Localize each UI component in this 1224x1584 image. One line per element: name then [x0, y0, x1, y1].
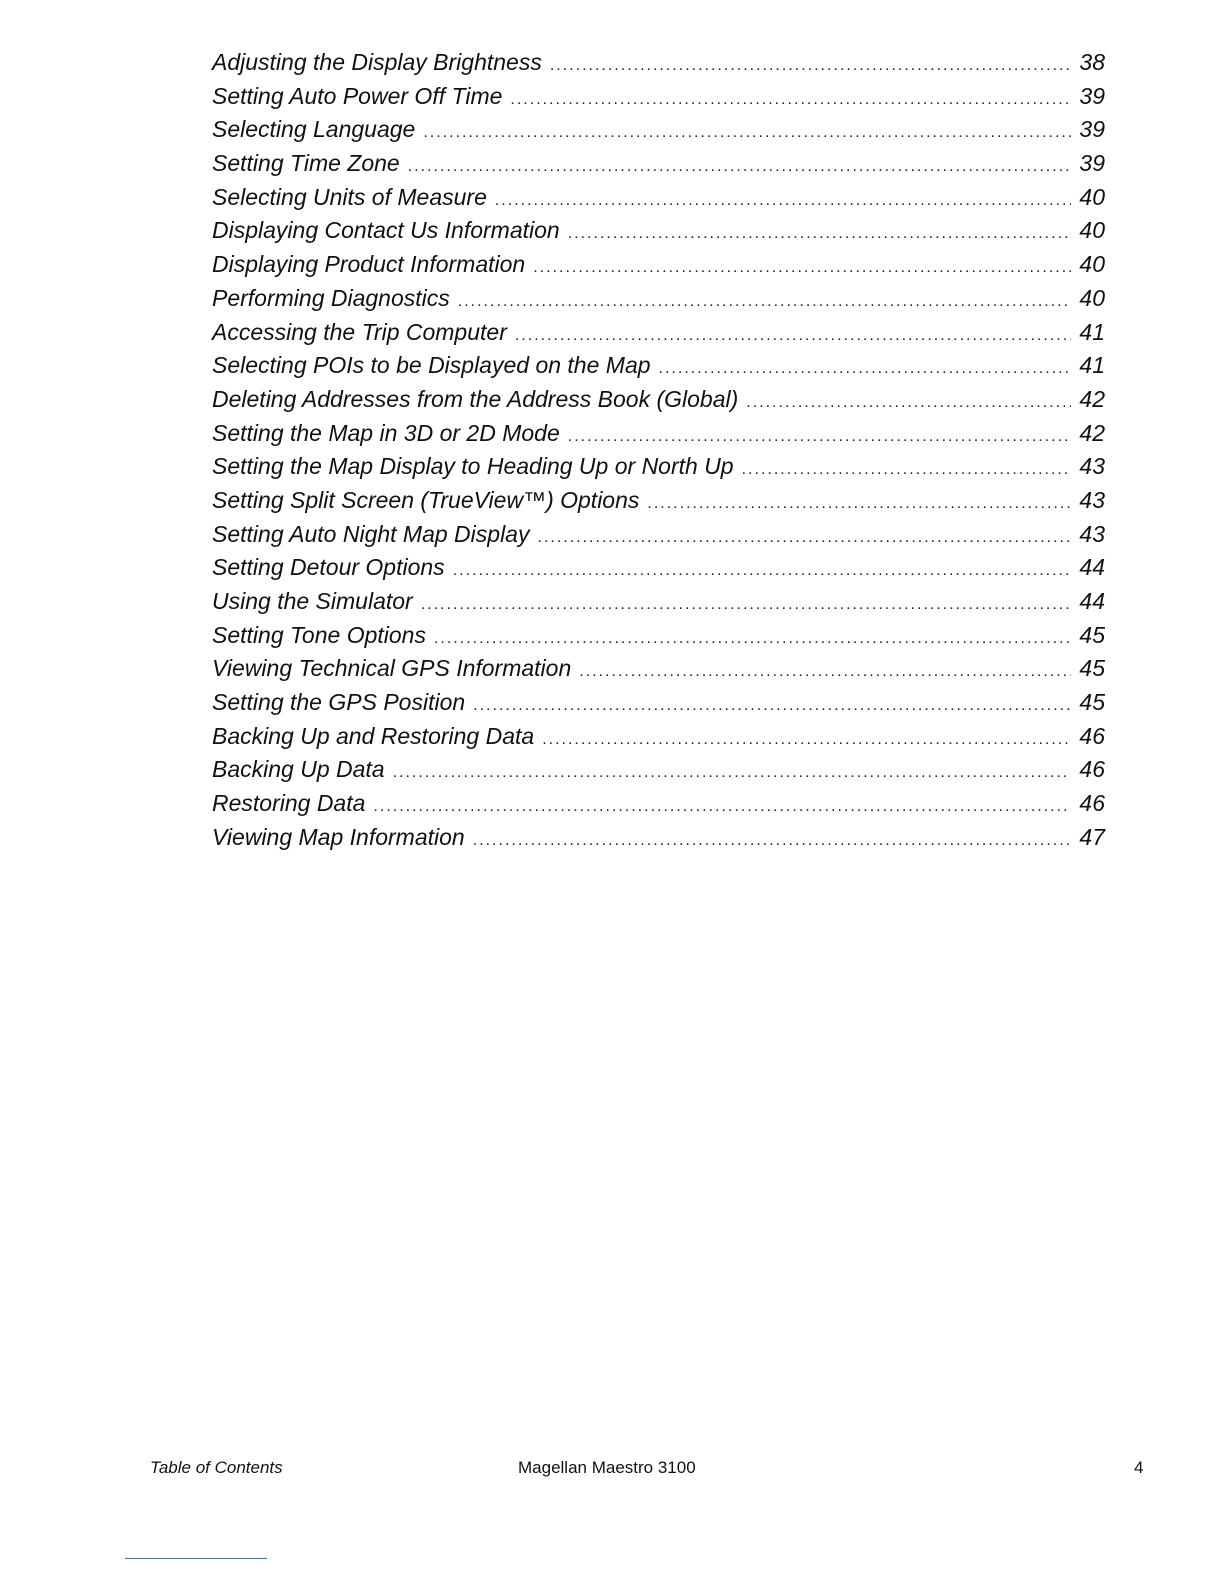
toc-dot-leader	[515, 319, 1071, 353]
toc-entry[interactable]	[212, 80, 1105, 114]
toc-entry-page: 41	[1079, 352, 1105, 379]
toc-entry[interactable]	[212, 720, 1105, 754]
toc-dot-leader	[533, 251, 1071, 285]
table-of-contents	[212, 46, 1105, 855]
toc-entry[interactable]	[212, 619, 1105, 653]
toc-dot-leader	[746, 386, 1071, 420]
toc-entry-page: 40	[1079, 284, 1105, 311]
toc-entry[interactable]	[212, 349, 1105, 383]
toc-entry-title: Selecting Language	[212, 116, 416, 143]
toc-entry[interactable]	[212, 383, 1105, 417]
toc-entry-title: Selecting Units of Measure	[212, 183, 487, 210]
toc-entry[interactable]	[212, 147, 1105, 181]
toc-entry-title: Displaying Contact Us Information	[212, 217, 560, 244]
toc-entry[interactable]	[212, 181, 1105, 215]
toc-entry[interactable]	[212, 316, 1105, 350]
toc-entry[interactable]	[212, 518, 1105, 552]
toc-entry-title: Adjusting the Display Brightness	[212, 49, 542, 75]
toc-entry[interactable]	[212, 113, 1105, 147]
toc-dot-leader	[373, 790, 1071, 824]
toc-entry-title: Viewing Map Information	[212, 823, 465, 850]
toc-entry[interactable]	[212, 450, 1105, 484]
toc-entry-page: 42	[1079, 385, 1105, 412]
toc-dot-leader	[550, 49, 1071, 83]
toc-entry[interactable]	[212, 248, 1105, 282]
footer-page-number: 4	[1134, 1458, 1144, 1477]
toc-entry-page: 39	[1079, 116, 1105, 143]
toc-entry-page: 40	[1079, 217, 1105, 244]
toc-dot-leader	[742, 453, 1071, 487]
toc-entry[interactable]	[212, 282, 1105, 316]
toc-entry-title: Backing Up and Restoring Data	[212, 722, 535, 749]
page-footer	[0, 1458, 1224, 1482]
toc-entry-title: Using the Simulator	[212, 588, 413, 614]
toc-entry-title: Selecting POIs to be Displayed on the Map	[212, 352, 651, 379]
toc-entry[interactable]	[212, 585, 1105, 619]
toc-dot-leader	[473, 689, 1071, 723]
toc-dot-leader	[423, 116, 1071, 150]
toc-entry[interactable]	[212, 214, 1105, 248]
toc-entry-title: Deleting Addresses from the Address Book (Global)	[212, 385, 739, 412]
toc-entry[interactable]	[212, 652, 1105, 686]
toc-entry[interactable]	[212, 753, 1105, 787]
toc-dot-leader	[510, 83, 1071, 117]
toc-entry-page: 47	[1079, 823, 1105, 850]
toc-entry-title: Setting Tone Options	[212, 621, 426, 648]
toc-entry-title: Backing Up Data	[212, 756, 385, 783]
toc-entry[interactable]	[212, 551, 1105, 585]
toc-dot-leader	[537, 521, 1071, 555]
toc-entry-title: Setting Detour Options	[212, 554, 445, 581]
toc-dot-leader	[568, 420, 1071, 454]
toc-entry-page: 43	[1079, 486, 1105, 513]
toc-entry-title: Setting the GPS Position	[212, 689, 466, 716]
footer-section-title: Table of Contents	[150, 1458, 283, 1477]
toc-entry-page: 40	[1079, 251, 1105, 278]
toc-entry[interactable]	[212, 417, 1105, 451]
toc-dot-leader	[473, 824, 1071, 858]
toc-entry-page: 45	[1079, 621, 1105, 648]
toc-entry-page: 44	[1079, 554, 1105, 581]
toc-entry-page: 43	[1079, 520, 1105, 547]
toc-entry-page: 44	[1079, 588, 1105, 614]
toc-entry-page: 38	[1079, 49, 1105, 75]
toc-entry-page: 41	[1079, 318, 1105, 345]
toc-entry-title: Setting Time Zone	[212, 150, 400, 177]
toc-dot-leader	[568, 217, 1071, 251]
toc-entry-page: 39	[1079, 150, 1105, 177]
toc-dot-leader	[421, 588, 1071, 622]
toc-entry[interactable]	[212, 484, 1105, 518]
toc-entry-page: 46	[1079, 756, 1105, 783]
toc-dot-leader	[542, 723, 1071, 757]
toc-entry-title: Restoring Data	[212, 790, 366, 817]
footer-product-name: Magellan Maestro 3100	[518, 1458, 696, 1477]
toc-entry-title: Setting the Map in 3D or 2D Mode	[212, 419, 560, 446]
toc-entry-title: Viewing Technical GPS Information	[212, 655, 572, 682]
toc-entry-page: 42	[1079, 419, 1105, 446]
toc-dot-leader	[659, 352, 1071, 386]
toc-entry-page: 46	[1079, 790, 1105, 817]
toc-dot-leader	[495, 184, 1071, 218]
toc-dot-leader	[393, 756, 1071, 790]
toc-entry-title: Setting Split Screen (TrueView™) Options	[212, 486, 640, 513]
toc-entry-title: Setting the Map Display to Heading Up or North Up	[212, 453, 734, 480]
toc-entry-title: Setting Auto Night Map Display	[212, 520, 530, 547]
toc-entry[interactable]	[212, 821, 1105, 855]
toc-entry-page: 39	[1079, 82, 1105, 109]
bottom-link-rule	[125, 1558, 267, 1559]
toc-dot-leader	[434, 622, 1071, 656]
toc-entry-title: Accessing the Trip Computer	[212, 318, 507, 345]
toc-entry-page: 46	[1079, 722, 1105, 749]
toc-entry[interactable]	[212, 46, 1105, 80]
toc-dot-leader	[408, 150, 1071, 184]
toc-entry-page: 40	[1079, 183, 1105, 210]
toc-dot-leader	[453, 554, 1071, 588]
toc-entry[interactable]	[212, 787, 1105, 821]
toc-entry-page: 45	[1079, 655, 1105, 682]
toc-entry-page: 45	[1079, 689, 1105, 716]
toc-entry-title: Setting Auto Power Off Time	[212, 82, 503, 109]
toc-dot-leader	[647, 487, 1071, 521]
toc-entry-title: Displaying Product Information	[212, 251, 526, 278]
toc-entry-title: Performing Diagnostics	[212, 284, 450, 311]
toc-dot-leader	[579, 655, 1071, 689]
toc-dot-leader	[458, 285, 1071, 319]
toc-entry-page: 43	[1079, 453, 1105, 480]
toc-entry[interactable]	[212, 686, 1105, 720]
